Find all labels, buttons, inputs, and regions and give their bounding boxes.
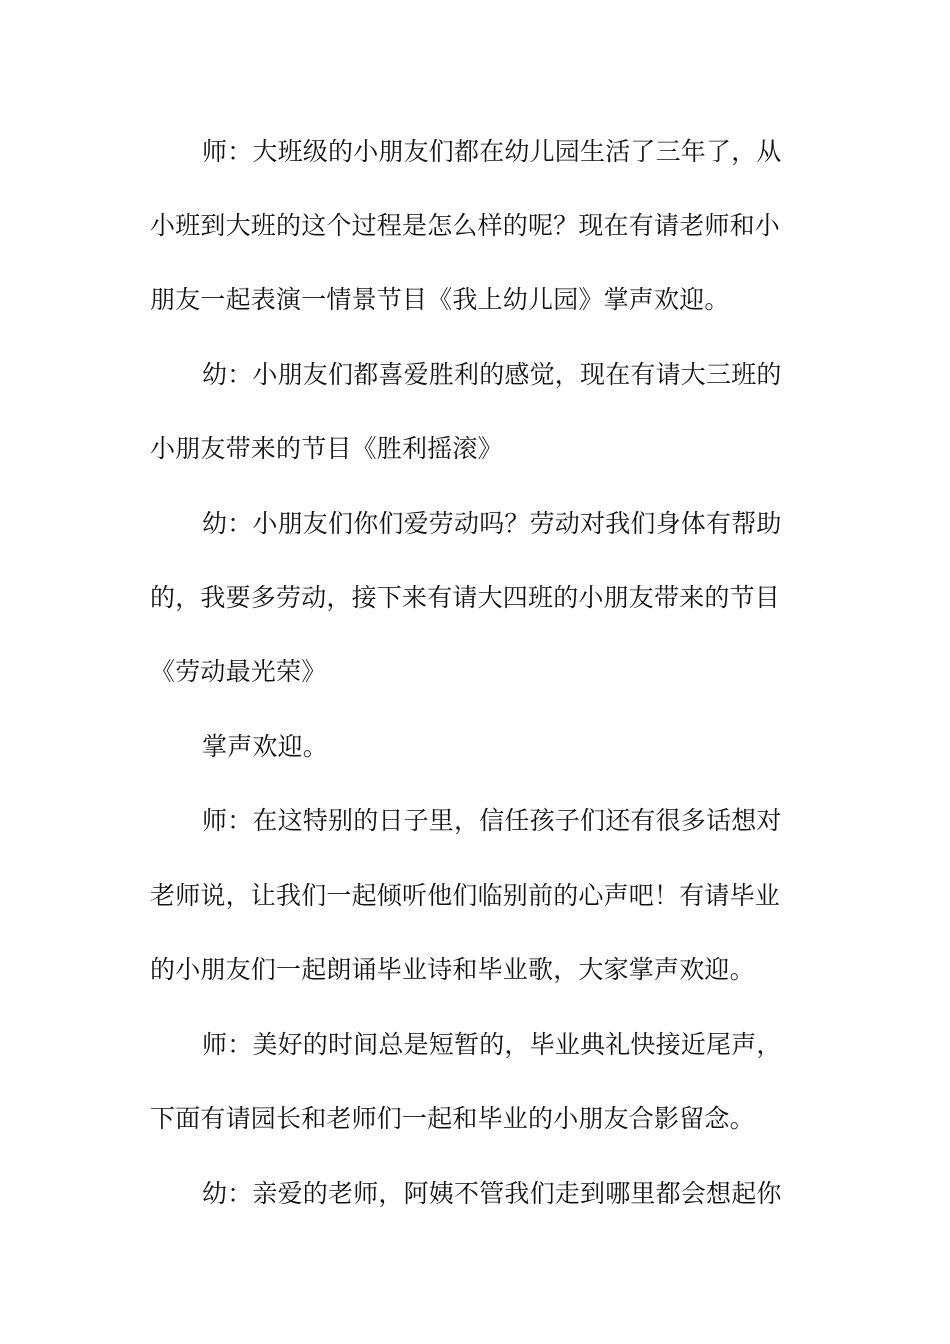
text-line: 幼：小朋友们你们爱劳动吗？劳动对我们身体有帮助 (202, 509, 782, 538)
text-line: 掌声欢迎。 (202, 732, 329, 761)
text-line: 师：美好的时间总是短暂的，毕业典礼快接近尾声， (202, 1030, 782, 1059)
text-line: 幼：小朋友们都喜爱胜利的感觉，现在有请大三班的 (202, 360, 782, 389)
text-line: 师：大班级的小朋友们都在幼儿园生活了三年了，从 (202, 137, 782, 166)
text-line: 《劳动最光荣》 (150, 657, 327, 686)
text-line: 幼：亲爱的老师，阿姨不管我们走到哪里都会想起你 (202, 1179, 782, 1208)
text-line: 小班到大班的这个过程是怎么样的呢？现在有请老师和小 (150, 211, 781, 240)
text-line: 的小朋友们一起朗诵毕业诗和毕业歌，大家掌声欢迎。 (150, 955, 755, 984)
text-line: 师：在这特别的日子里，信任孩子们还有很多话想对 (202, 806, 782, 835)
text-line: 的，我要多劳动，接下来有请大四班的小朋友带来的节目 (150, 583, 781, 612)
text-line: 老师说，让我们一起倾听他们临别前的心声吧！有请毕业 (150, 881, 781, 910)
text-line: 朋友一起表演一情景节目《我上幼儿园》掌声欢迎。 (150, 285, 730, 314)
text-line: 下面有请园长和老师们一起和毕业的小朋友合影留念。 (150, 1104, 755, 1133)
text-line: 小朋友带来的节目《胜利摇滚》 (150, 434, 503, 463)
